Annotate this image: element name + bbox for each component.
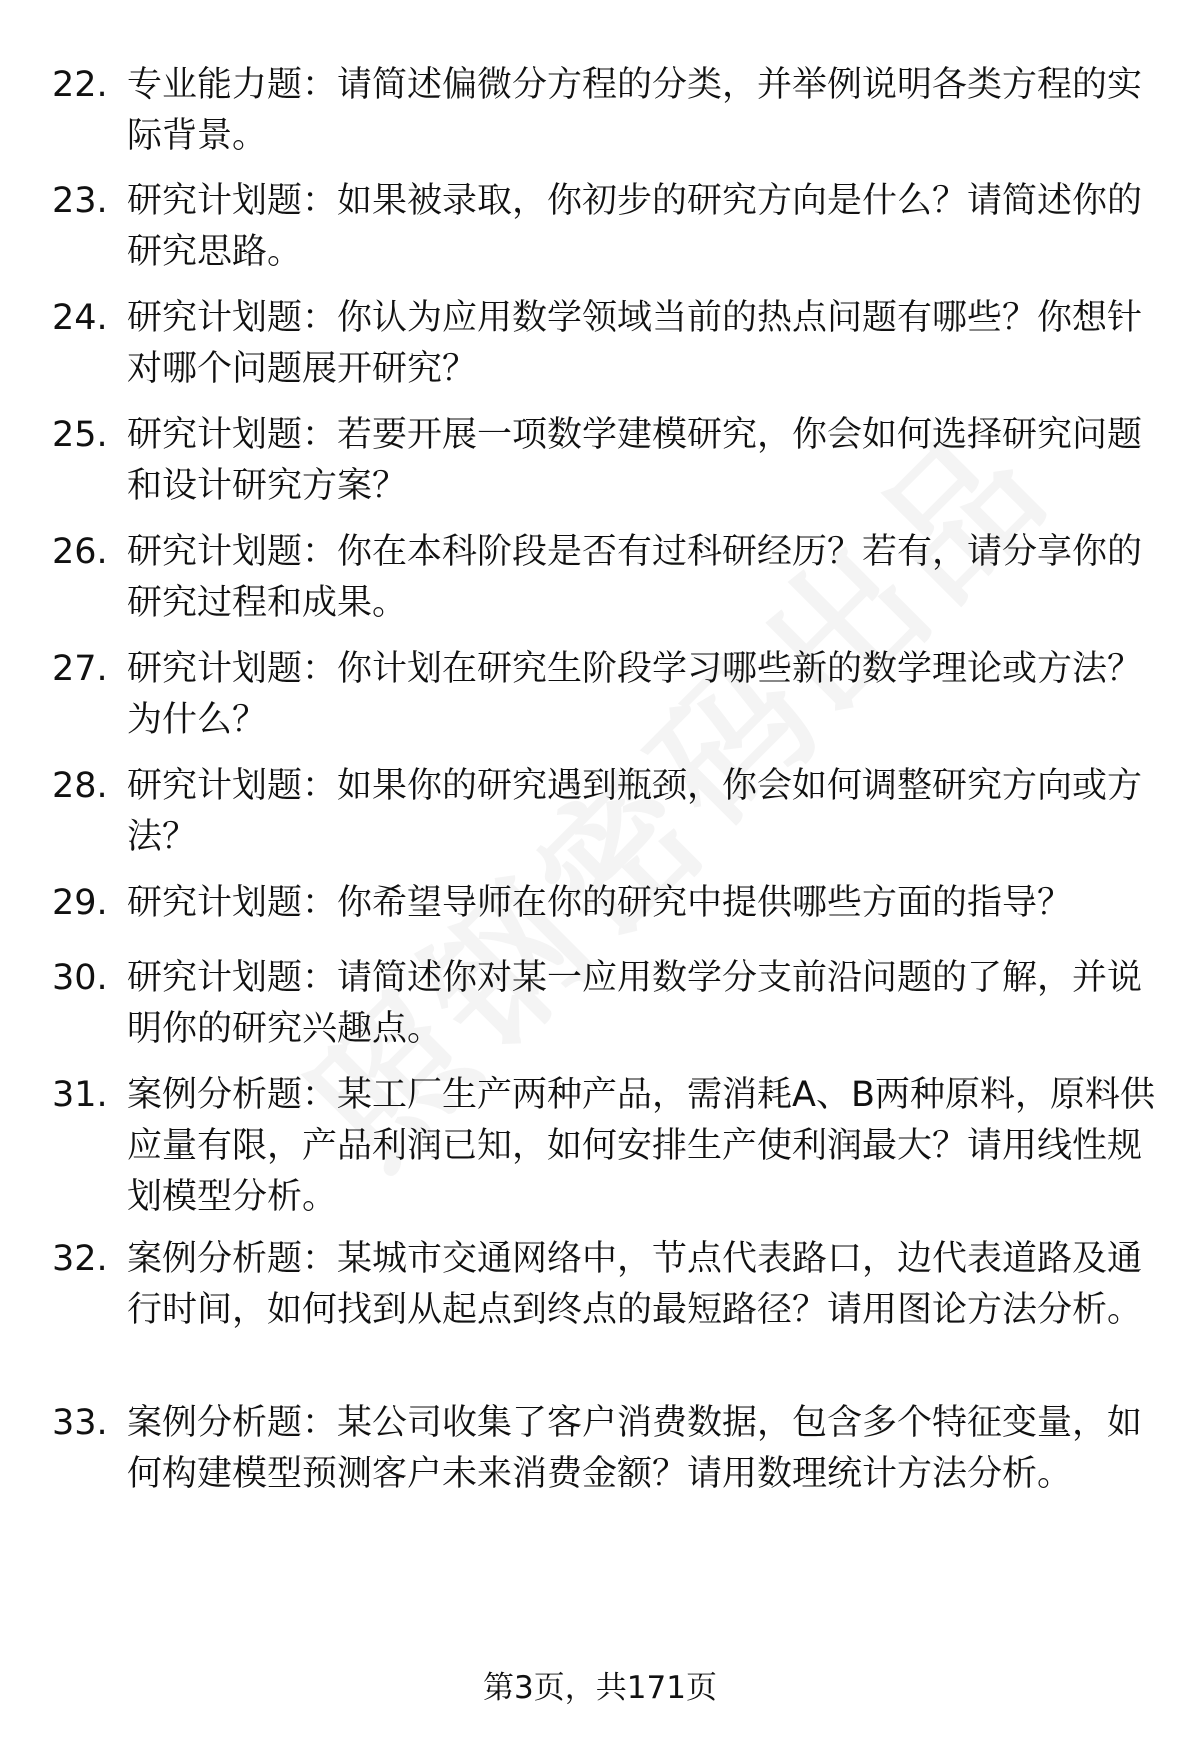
question-text: 研究计划题：如果你的研究遇到瓶颈，你会如何调整研究方向或方法？ <box>127 766 1143 857</box>
question-text: 研究计划题：你在本科阶段是否有过科研经历？若有，请分享你的研究过程和成果。 <box>127 532 1143 623</box>
question-text: 专业能力题：请简述偏微分方程的分类，并举例说明各类方程的实际背景。 <box>127 65 1143 156</box>
question-number: 24. <box>52 298 108 338</box>
question-text: 研究计划题：请简述你对某一应用数学分支前沿问题的了解，并说明你的研究兴趣点。 <box>127 958 1143 1049</box>
question-text: 案例分析题：某工厂生产两种产品，需消耗A、B两种原料，原料供应量有限，产品利润已知，如何安排生产使利润最大？请用线性规划模型分析。 <box>127 1075 1155 1217</box>
question-number: 25. <box>52 415 108 455</box>
question-number: 22. <box>52 65 108 105</box>
question-number: 27. <box>52 649 108 689</box>
question-number: 31. <box>52 1075 108 1115</box>
question-text: 研究计划题：你认为应用数学领域当前的热点问题有哪些？你想针对哪个问题展开研究？ <box>127 298 1143 389</box>
question-number: 32. <box>52 1239 108 1279</box>
question-text: 案例分析题：某城市交通网络中，节点代表路口，边代表道路及通行时间，如何找到从起点到终点的最短路径？请用图论方法分析。 <box>127 1239 1143 1330</box>
question-text: 案例分析题：某公司收集了客户消费数据，包含多个特征变量，如何构建模型预测客户未来消费金额？请用数理统计方法分析。 <box>127 1403 1143 1494</box>
question-number: 30. <box>52 958 108 998</box>
question-number: 28. <box>52 766 108 806</box>
question-text: 研究计划题：如果被录取，你初步的研究方向是什么？请简述你的研究思路。 <box>127 181 1143 272</box>
question-number: 23. <box>52 181 108 221</box>
question-number: 33. <box>52 1403 108 1443</box>
question-number: 26. <box>52 532 108 572</box>
question-text: 研究计划题：你计划在研究生阶段学习哪些新的数学理论或方法？为什么？ <box>127 649 1143 740</box>
page-footer: 第3页，共171页 <box>483 1670 717 1706</box>
question-number: 29. <box>52 883 108 923</box>
question-text: 研究计划题：你希望导师在你的研究中提供哪些方面的指导？ <box>127 883 1073 923</box>
question-text: 研究计划题：若要开展一项数学建模研究，你会如何选择研究问题和设计研究方案？ <box>127 415 1143 506</box>
